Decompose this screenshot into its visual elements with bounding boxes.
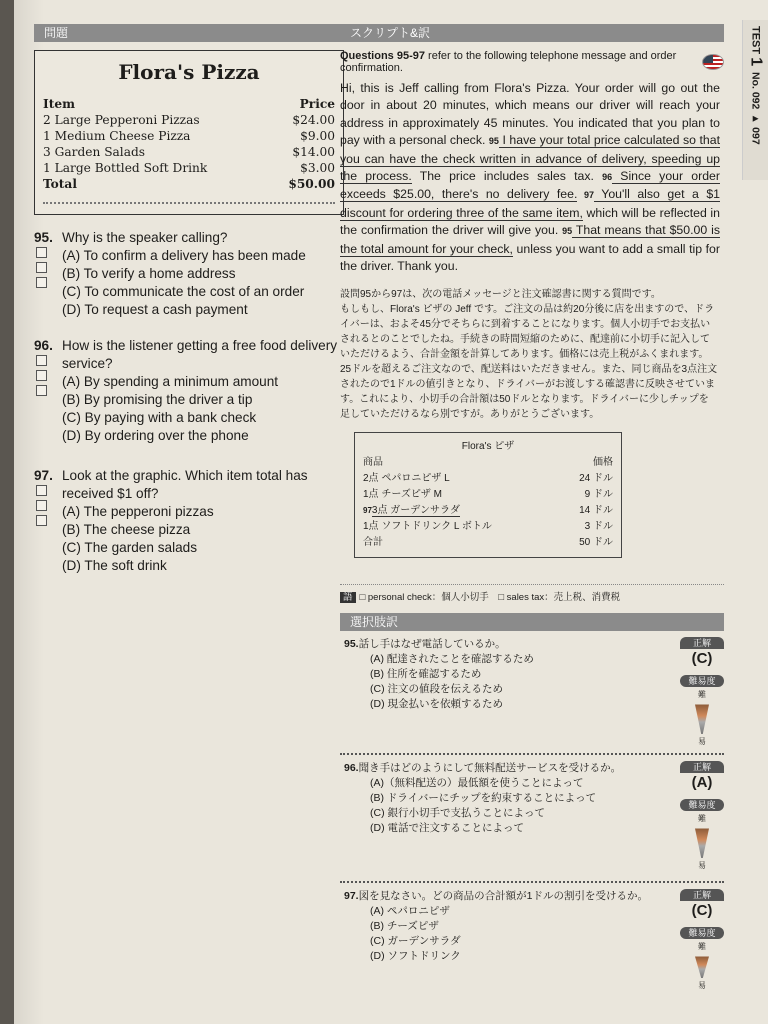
script-column [340,24,724,991]
answer-label: 正解 [680,761,724,773]
jp-menu-item: 合計 [363,537,383,549]
vocab-tag: 語 [340,592,356,603]
script-underline-2: Since your order exceeds $25.00, there's no delivery fee. [340,169,720,202]
question-column [34,24,344,575]
question-number: 95. [34,230,53,245]
difficulty-easy: 易 [698,861,706,871]
difficulty-label: 難易度 [680,675,724,687]
jp-menu-price: 3 ドル [584,521,613,533]
jp-menu-price: 50 ドル [579,537,613,549]
script-underline-4: That means that $50.00 is the total amount for your check, [340,223,720,256]
torn-edge [43,196,335,204]
menu-graphic [34,50,344,215]
tq-option: (D) 現金払いを依頼するため [370,698,503,711]
vocab-text: □ personal check：個人小切手 □ sales tax：売上税、消費税 [359,592,621,604]
script-underline-3: You'll also get a $1 discount for ordering three of the same item, [340,187,720,220]
option[interactable]: (A) To confirm a delivery has been made [62,248,306,263]
question-number: 96. [34,338,53,353]
tq-option: (B) 住所を確認するため [370,668,482,681]
jp-intro: 設問95から97は、次の電話メッセージと注文確認書に関する質問です。 [340,289,661,301]
test-label: TEST [749,26,762,55]
marker-95b: 95 [562,226,573,237]
menu-price: $24.00 [292,113,335,127]
checkbox[interactable] [36,385,47,396]
tq-number: 95. [344,638,359,651]
option[interactable]: (C) To communicate the cost of an order [62,284,305,299]
jp-menu-item: 3点 ガーデンサラダ [371,505,460,517]
script-p4: unless you want to add a small tip for the driver. Thank you. [340,241,720,274]
menu-price: $9.00 [300,129,335,143]
option[interactable]: (C) The garden salads [62,540,198,555]
answer-value: (C) [691,650,713,668]
option[interactable]: (C) By paying with a bank check [62,410,257,425]
jp-menu-price: 14 ドル [579,505,613,517]
difficulty-label: 難易度 [680,927,724,939]
checkbox[interactable] [36,355,47,366]
menu-price: $3.00 [300,161,335,175]
tq-option: (B) チーズピザ [370,920,439,933]
difficulty-easy: 易 [698,737,706,747]
tq-option: (C) ガーデンサラダ [370,935,461,948]
script-intro-bold: Questions 95-97 [340,50,425,62]
answer-checkboxes[interactable] [36,355,47,400]
checkbox[interactable] [36,247,47,258]
translation-96 [340,753,724,881]
translation-97 [340,881,724,991]
us-flag-icon [702,54,724,70]
jp-menu-row [363,487,613,503]
menu-title: Flora's Pizza [118,60,260,84]
difficulty-easy: 易 [698,981,706,991]
tq-stem: 聞き手はどのようにして無料配送サービスを受けるか。 [358,762,622,775]
tq-number: 97. [344,890,359,903]
answer-value: (C) [691,902,713,920]
question-range: No. 092 ▸ 097 [749,72,762,145]
answer-checkboxes[interactable] [36,485,47,530]
left-header-bar: 問題 [34,24,344,42]
jp-menu-marker: 97 [363,506,372,516]
checkbox[interactable] [36,500,47,511]
difficulty-hard: 難 [698,942,706,952]
answer-badge [680,637,724,749]
question-97 [34,467,344,575]
option-translations [340,613,724,991]
answer-label: 正解 [680,889,724,901]
jp-menu-price: 9 ドル [584,489,613,501]
marker-97: 97 [577,190,594,201]
menu-row [43,160,335,176]
tq-option: (C) 注文の値段を伝えるため [370,683,503,696]
menu-row [43,112,335,128]
menu-row [43,144,335,160]
question-95 [34,229,344,319]
difficulty-meter-icon [695,828,709,858]
jp-menu-row [363,503,613,519]
tq-option: (D) ソフトドリンク [370,950,461,963]
script-p1: Hi, this is Jeff calling from Flora's Pizza. Your order will go out the door in about 20 minutes, which means our driver will reach your address in approximately 45 minutes. You indicated that you plan to pay with a personal check. [340,81,720,148]
question-stem: How is the listener getting a free food delivery service? [62,338,338,371]
menu-header-row [43,96,335,112]
menu-row [43,128,335,144]
difficulty-hard: 難 [698,814,706,824]
option[interactable]: (B) To verify a home address [62,266,236,281]
difficulty-meter-icon [695,704,709,734]
option[interactable]: (D) By ordering over the phone [62,428,249,443]
answer-label: 正解 [680,637,724,649]
translation-95 [340,631,724,753]
question-number: 97. [34,468,53,483]
book-page [14,0,768,1024]
test-number: 1 [747,57,765,67]
script-intro [340,50,724,74]
script-intro-rest: refer to the following telephone message and order confirmation. [340,50,677,74]
menu-price: $14.00 [292,145,335,159]
tq-option: (B) ドライバーにチップを約束することによって [370,792,597,805]
script-p2: The price includes sales tax. [411,169,603,184]
question-stem: Look at the graphic. Which item total has received $1 off? [62,468,308,501]
jp-menu-row [363,471,613,487]
difficulty-meter-icon [695,956,709,978]
difficulty-label: 難易度 [680,799,724,811]
answer-badge [680,889,724,993]
jp-menu-item: 2点 ペパロニピザ L [363,473,450,485]
menu-item: 1 Large Bottled Soft Drink [43,161,208,175]
answer-badge [680,761,724,873]
answer-value: (A) [691,774,713,792]
menu-item: 3 Garden Salads [43,145,146,159]
menu-col-item: Item [43,97,75,111]
jp-menu-graphic [354,432,622,558]
option[interactable]: (A) By spending a minimum amount [62,374,279,389]
marker-95: 95 [488,136,499,147]
jp-body: もしもし、Flora's ピザの Jeff です。ご注文の品は約20分後に店を出ますので、ドライバーは、およそ45分でそちらに到着することになります。個人小切手でお支払いされるとのことでしたね。手続きの時間短縮のために、配達前に小切手に記入していただけるよう、合計金額を計算してあります。価格には売上税がふくまれます。25ドルを超えるご注文なので、配送料はいただきません。また、同じ商品を3点注文されたので1ドルの値引きとなり、ドライバーがお渡しする確認書に反映させています。これにより、小切手の合計額は50ドルとなります。ドライバーに少しチップを足していただけるなら別ですが。ありがとうございます。 [340,304,718,421]
tq-option: (A) ペパロニピザ [370,905,450,918]
option[interactable]: (B) By promising the driver a tip [62,392,253,407]
option[interactable]: (A) The pepperoni pizzas [62,504,214,519]
tq-option: (A)（無料配送の）最低額を使うことによって [370,777,584,790]
jp-menu-row [363,519,613,535]
option[interactable]: (D) To request a cash payment [62,302,248,317]
menu-total-label: Total [43,177,77,191]
jp-col-price: 価格 [593,457,613,469]
question-96 [34,337,344,445]
answer-checkboxes[interactable] [36,247,47,292]
vocabulary-note [340,584,724,603]
jp-menu-header [363,455,613,471]
translation-header-bar: 選択肢訳 [340,613,724,631]
jp-menu-row [363,535,613,551]
japanese-translation [340,287,724,422]
checkbox[interactable] [36,515,47,526]
question-stem: Why is the speaker calling? [62,230,228,245]
marker-96: 96 [602,172,613,183]
jp-col-item: 商品 [363,457,383,469]
menu-item: 1 Medium Cheese Pizza [43,129,191,143]
side-index-tab [742,20,768,180]
jp-menu-price: 24 ドル [579,473,613,485]
checkbox[interactable] [36,262,47,273]
checkbox[interactable] [36,485,47,496]
difficulty-hard: 難 [698,690,706,700]
menu-total-value: $50.00 [288,177,335,191]
tq-option: (A) 配達されたことを確認するため [370,653,534,666]
script-p3: which will be reflected in the confirmation the driver will give you. [340,205,720,238]
checkbox[interactable] [36,277,47,288]
tq-number: 96. [344,762,359,775]
script-header-bar: スクリプト&訳 [340,24,724,42]
jp-menu-item: 1点 チーズピザ M [363,489,442,501]
option[interactable]: (B) The cheese pizza [62,522,191,537]
tq-stem: 話し手はなぜ電話しているか。 [358,638,506,651]
menu-total-row [43,176,335,192]
jp-menu-item: 1点 ソフトドリンク L ボトル [363,521,492,533]
tq-option: (C) 銀行小切手で支払うことによって [370,807,545,820]
script-underline-1: I have your total price calculated so that you can have the check written in advance of delivery, speeding up the process. [340,133,720,184]
jp-menu-title: Flora's ピザ [461,441,515,453]
tq-option: (D) 電話で注文することによって [370,822,524,835]
menu-col-price: Price [299,97,335,111]
option[interactable]: (D) The soft drink [62,558,167,573]
checkbox[interactable] [36,370,47,381]
tq-stem: 図を見なさい。どの商品の合計額が1ドルの割引を受けるか。 [358,890,648,903]
menu-item: 2 Large Pepperoni Pizzas [43,113,200,127]
script-body [340,80,724,275]
